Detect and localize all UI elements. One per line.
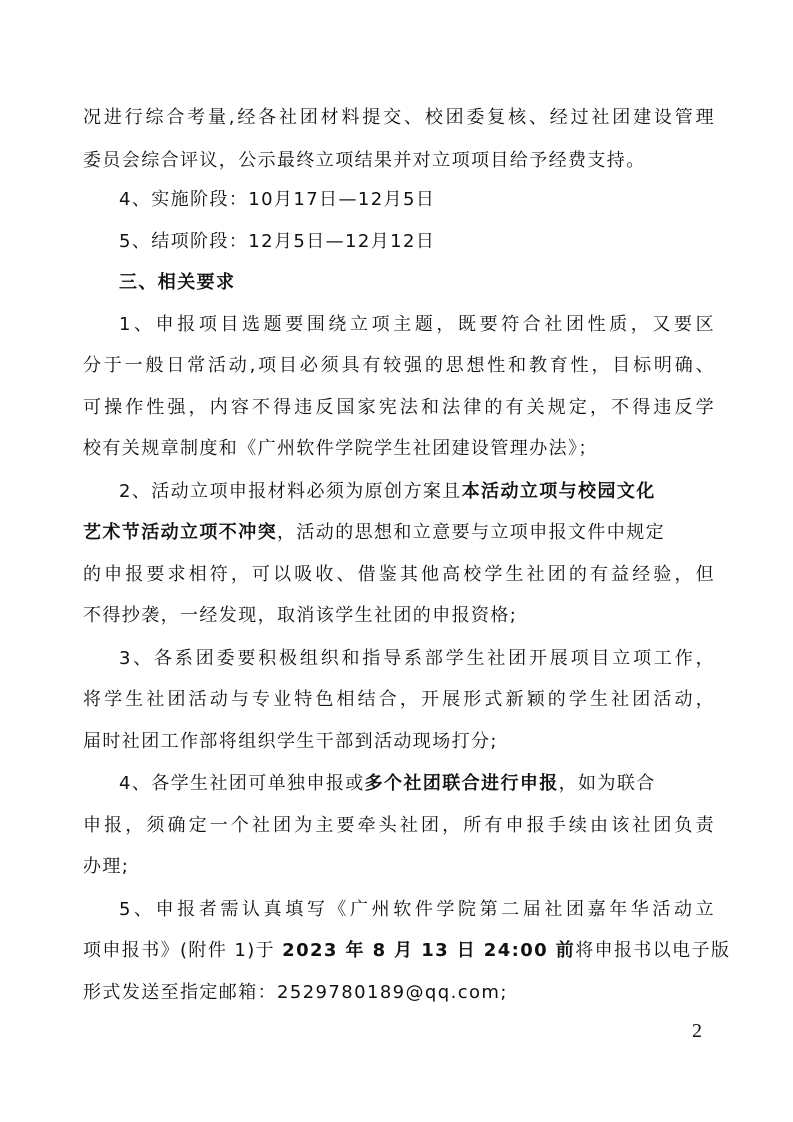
paragraph-line [83, 522, 715, 544]
section-heading: 三、相关要求 [119, 272, 236, 293]
text-run: ，活动的思想和立意要与立项申报文件中规定 [277, 522, 665, 543]
paragraph-line: 3、各系团委要积极组织和指导系部学生社团开展项目立项工作， [119, 648, 715, 669]
text-run: 将申报书以电子版 [575, 940, 731, 961]
paragraph-line: 的申报要求相符，可以吸收、借鉴其他高校学生社团的有益经验，但 [83, 564, 715, 585]
paragraph-line: 委员会综合评议，公示最终立项结果并对立项项目给予经费支持。 [83, 150, 646, 171]
bold-text-run: 本活动立项与校园文化 [461, 481, 656, 502]
paragraph-line: 办理; [83, 856, 130, 877]
paragraph-line: 可操作性强，内容不得违反国家宪法和法律的有关规定，不得违反学 [83, 397, 715, 418]
paragraph-line: 申报，须确定一个社团为主要牵头社团，所有申报手续由该社团负责 [83, 815, 715, 836]
text-run: ，如为联合 [558, 773, 656, 794]
text-run: 4、各学生社团可单独申报或 [119, 773, 365, 794]
bold-text-run: 艺术节活动立项不冲突 [83, 522, 277, 543]
text-run: 2、活动立项申报材料必须为原创方案且 [119, 481, 462, 502]
paragraph-line [119, 481, 715, 503]
page-number: 2 [692, 1020, 702, 1042]
paragraph-line: 5、申报者需认真填写《广州软件学院第二届社团嘉年华活动立 [119, 899, 715, 920]
text-run: 项申报书》(附件 1)于 [83, 940, 283, 961]
schedule-implementation: 4、实施阶段：10月17日—12月5日 [119, 189, 436, 210]
paragraph-line: 1、申报项目选题要围绕立项主题，既要符合社团性质，又要区 [119, 314, 715, 335]
bold-text-run: 多个社团联合进行申报 [364, 773, 559, 794]
paragraph-line: 形式发送至指定邮箱：2529780189@qq.com; [83, 982, 508, 1003]
deadline-bold-text: 2023 年 8 月 13 日 24:00 前 [282, 940, 576, 961]
paragraph-line: 将学生社团活动与专业特色相结合，开展形式新颖的学生社团活动， [83, 689, 715, 710]
paragraph-line: 届时社团工作部将组织学生干部到活动现场打分; [83, 731, 498, 752]
paragraph-line [119, 773, 715, 795]
paragraph-line: 校有关规章制度和《广州软件学院学生社团建设管理办法》； [83, 438, 598, 459]
paragraph-line: 不得抄袭，一经发现，取消该学生社团的申报资格; [83, 605, 518, 626]
paragraph-line [83, 940, 731, 962]
schedule-closing: 5、结项阶段：12月5日—12月12日 [119, 231, 436, 252]
paragraph-line: 分于一般日常活动,项目必须具有较强的思想性和教育性，目标明确、 [83, 355, 715, 376]
paragraph-line: 况进行综合考量,经各社团材料提交、校团委复核、经过社团建设管理 [83, 107, 715, 128]
